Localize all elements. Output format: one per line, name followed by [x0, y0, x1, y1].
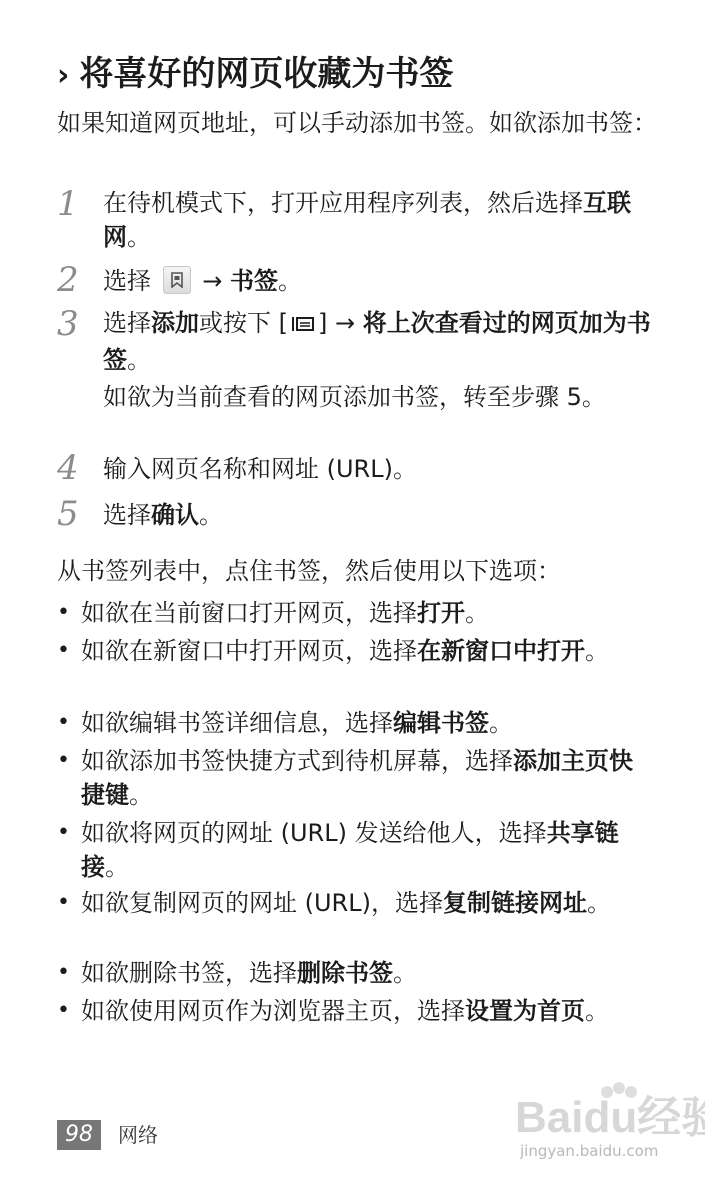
- step-5-pre: 选择: [103, 501, 151, 529]
- bullet-bold: 在新窗口中打开: [417, 637, 585, 665]
- step-5-text: [103, 498, 673, 532]
- bullet-item: [81, 886, 626, 920]
- step-1-bold: 互联网: [103, 189, 631, 251]
- bullet-dot: •: [57, 960, 70, 985]
- bullet-item: [81, 816, 626, 884]
- bullet-pre: 如欲添加书签快捷方式到待机屏幕，选择: [81, 747, 513, 775]
- step-3-note: 如欲为当前查看的网页添加书签，转至步骤 5。: [103, 383, 606, 411]
- bullet-post: 。: [489, 709, 513, 737]
- intro-text: 如果知道网页地址，可以手动添加书签。如欲添加书签：: [57, 109, 657, 137]
- page-number: 98: [57, 1120, 101, 1150]
- heading-arrow-icon: ›: [57, 58, 70, 93]
- step-1-text: [103, 186, 673, 254]
- step-5-post: 。: [199, 501, 223, 529]
- watermark-brand: Baidu经验: [515, 1093, 705, 1140]
- bullet-item: [81, 956, 671, 990]
- baidu-watermark-logo: [515, 1080, 705, 1144]
- step-3-post: 。: [127, 346, 151, 374]
- bullet-bold: 设置为首页: [465, 997, 585, 1025]
- heading-title: 将喜好的网页收藏为书签: [79, 54, 454, 94]
- bullet-post: 。: [393, 959, 417, 987]
- step-2-pre: 选择: [103, 267, 151, 295]
- bullet-bold: 复制链接网址: [442, 889, 587, 917]
- step-1-pre: 在待机模式下，打开应用程序列表，然后选择: [103, 189, 583, 217]
- menu-key-icon: [290, 309, 316, 343]
- bullet-dot: •: [57, 820, 70, 845]
- step-5-bold: 确认: [151, 501, 199, 529]
- watermark-url: jingyan.baidu.com: [520, 1142, 659, 1160]
- bullet-dot: •: [57, 638, 70, 663]
- bullet-bold: 添加主页快捷键: [81, 747, 633, 809]
- step-number: 1: [57, 184, 79, 224]
- bullet-pre: 如欲在新窗口中打开网页，选择: [81, 637, 417, 665]
- bullet-bold: 共享链接: [81, 819, 619, 881]
- bullet-dot: •: [57, 710, 70, 735]
- bullet-item: [81, 634, 621, 668]
- bullet-item: [81, 744, 646, 812]
- step-3-pre: 选择: [103, 309, 151, 337]
- bullet-post: 。: [585, 637, 609, 665]
- bullet-post: 。: [585, 997, 609, 1025]
- bullet-post: 。: [129, 781, 153, 809]
- step-3-bold-addbookmark: 将上次查看过的网页加为书签: [103, 309, 651, 374]
- bullet-dot: •: [57, 600, 70, 625]
- bullet-dot: •: [57, 748, 70, 773]
- bullet-item: [81, 706, 671, 740]
- bullet-post: 。: [105, 853, 129, 881]
- bullet-item: [81, 596, 671, 630]
- step-3-text: [103, 306, 673, 377]
- step-2-post: 。: [278, 267, 303, 295]
- bullet-pre: 如欲在当前窗口打开网页，选择: [81, 599, 417, 627]
- step-2-text: [103, 264, 673, 298]
- page-heading: [57, 50, 453, 100]
- step-3-mid2: ] →: [318, 309, 356, 337]
- bullet-pre: 如欲删除书签，选择: [81, 959, 297, 987]
- step-4-text: 输入网页名称和网址 (URL)。: [103, 455, 417, 483]
- bullet-dot: •: [57, 890, 70, 915]
- step-1-post: 。: [127, 223, 151, 251]
- bullet-pre: 如欲复制网页的网址 (URL)，选择: [81, 889, 443, 917]
- bullet-bold: 打开: [417, 599, 465, 627]
- bookmark-icon: [163, 266, 191, 294]
- step-3-mid: 或按下 [: [199, 309, 288, 337]
- bullet-post: 。: [465, 599, 489, 627]
- step-3-bold-add: 添加: [151, 309, 199, 337]
- bullet-bold: 删除书签: [297, 959, 393, 987]
- bullet-dot: •: [57, 998, 70, 1023]
- section-name: 网络: [118, 1123, 158, 1147]
- bullet-pre: 如欲编辑书签详细信息，选择: [81, 709, 393, 737]
- bullet-item: [81, 994, 646, 1028]
- step-number: 5: [57, 494, 79, 534]
- bullet-pre: 如欲将网页的网址 (URL) 发送给他人，选择: [81, 819, 547, 847]
- bullet-post: 。: [586, 889, 611, 917]
- step-number: 2: [57, 260, 79, 300]
- bullet-bold: 编辑书签: [393, 709, 489, 737]
- step-number: 3: [57, 304, 79, 344]
- step-2-arrow: →: [202, 267, 223, 295]
- bullet-pre: 如欲使用网页作为浏览器主页，选择: [81, 997, 465, 1025]
- step-2-bold: 书签: [230, 267, 279, 295]
- options-intro: 从书签列表中，点住书签，然后使用以下选项：: [57, 557, 561, 585]
- step-number: 4: [57, 448, 79, 488]
